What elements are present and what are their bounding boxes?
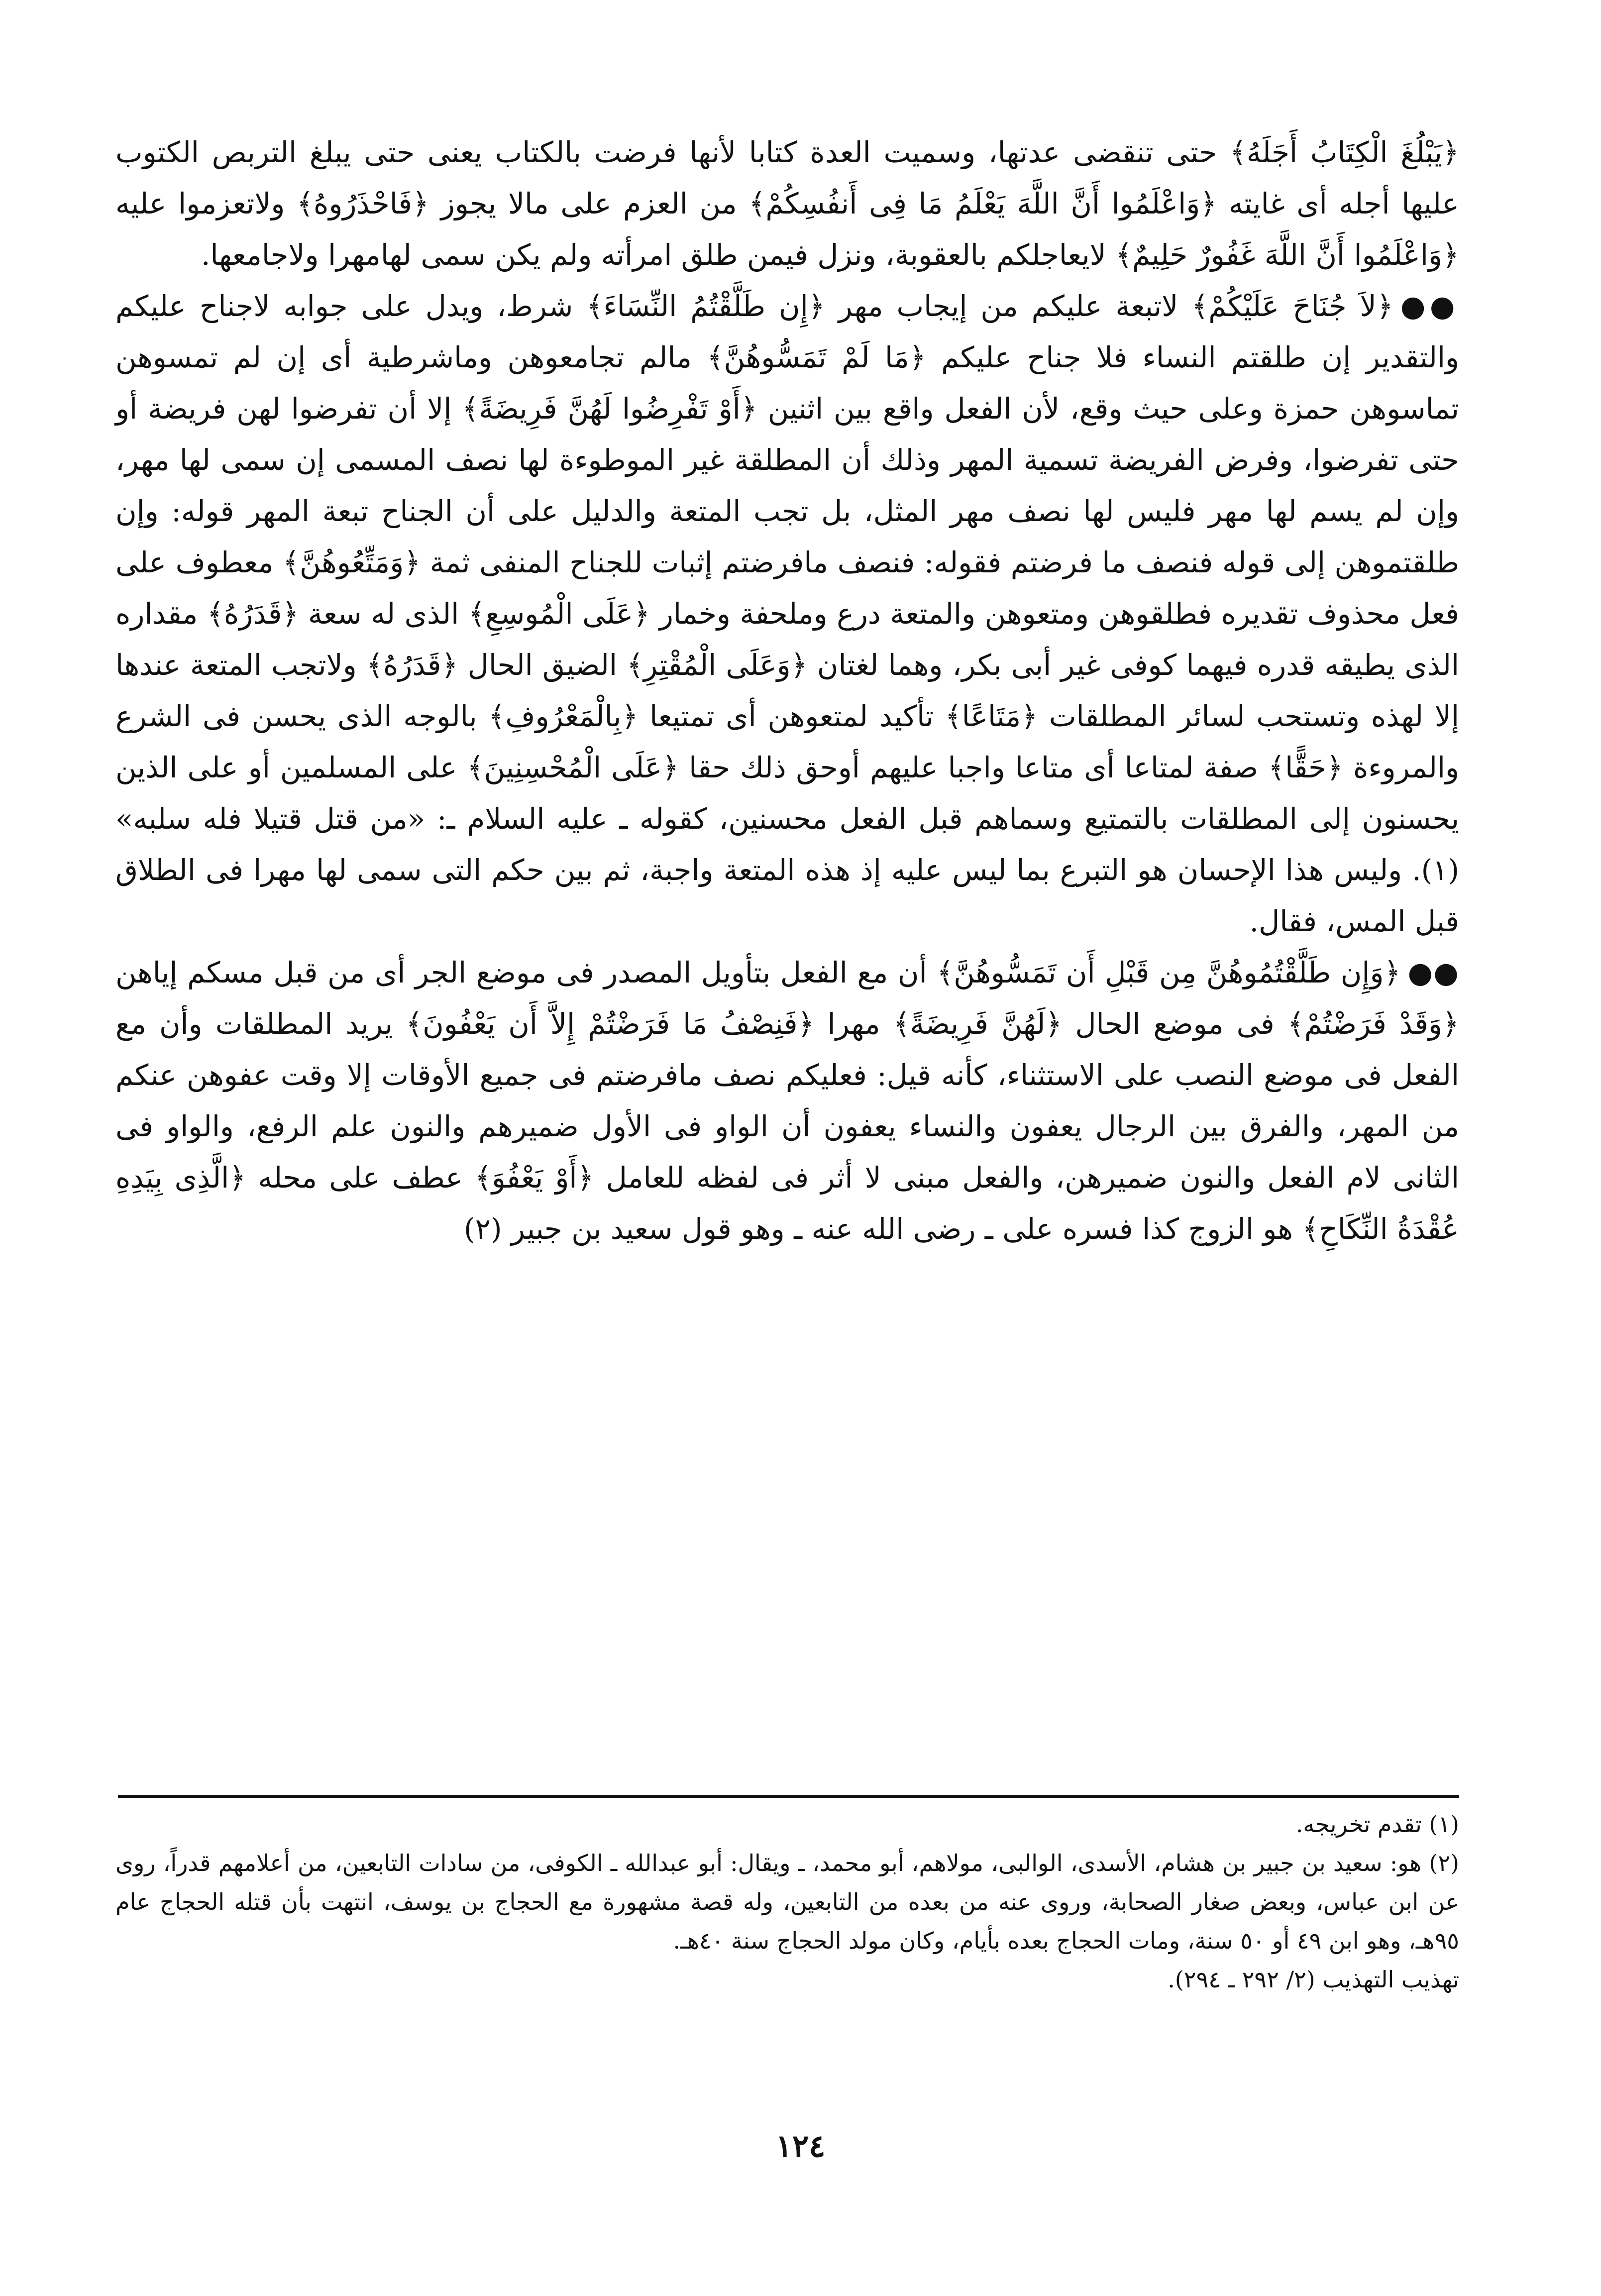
paragraph-text: ﴿وَإِن طَلَّقْتُمُوهُنَّ مِن قَبْلِ أَن تَمَسُّوهُنَّ﴾ أن مع الفعل بتأويل المصدر فى موضع الجر أى من قبل مسكم إياهن ﴿وَقَدْ فَرَضْتُمْ﴾ فى موضع الحال ﴿لَهُنَّ فَرِيضَةً﴾ مهرا ﴿فَنِصْفُ مَا فَرَضْتُمْ إِلاَّ أَن يَعْفُونَ﴾ يريد المطلقات وأن مع الفعل فى موضع النصب على الاستثناء، كأنه قيل: فعليكم نصف مافرضتم فى جميع الأوقات إلا وقت عفوهن عنكم من المهر، والفرق بين الرجال يعفون والنساء يعفون أن الواو فى الأول ضميرهم والنون علم الرفع، والواو فى الثانى لام الفعل والنون ضميرهن، والفعل مبنى لا أثر فى لفظه للعامل ﴿أَوْ يَعْفُوَ﴾ عطف على محله ﴿الَّذِى بِيَدِهِ عُقْدَةُ النِّكَاحِ﴾ هو الزوج كذا فسره على ـ رضى الله عنه ـ وهو قول سعيد بن جبير (٢) xyxy=(115,956,1459,1246)
footnote-2: (٢) هو: سعيد بن جبير بن هشام، الأسدى، الوالبى، مولاهم، أبو محمد، ـ ويقال: أبو عبدالله ـ الكوفى، من سادات التابعين، من أعلامهم قدراً، روى عن ابن عباس، وبعض صغار الصحابة، وروى عنه من بعده من التابعين، وله قصة مشهورة مع الحجاج بن يوسف، انتهت بأن قتله الحجاج عام ٩٥هـ، وهو ابن ٤٩ أو ٥٠ سنة، ومات الحجاج بعده بأيام، وكان مولد الحجاج سنة ٤٠هـ. xyxy=(115,1850,1459,1954)
paragraph-text: ﴿يَبْلُغَ الْكِتَابُ أَجَلَهُ﴾ حتى تنقضى عدتها، وسميت العدة كتابا لأنها فرضت بالكتاب يعنى حتى يبلغ التربص الكتوب عليها أجله أى غايته ﴿وَاعْلَمُوا أَنَّ اللَّهَ يَعْلَمُ مَا فِى أَنفُسِكُمْ﴾ من العزم على مالا يجوز ﴿فَاحْذَرُوهُ﴾ ولاتعزموا عليه ﴿وَاعْلَمُوا أَنَّ اللَّهَ غَفُورٌ حَلِيمٌ﴾ لايعاجلكم بالعقوبة، ونزل فيمن طلق امرأته ولم يكن سمى لهامهرا ولاجامعها. xyxy=(115,135,1459,272)
page-number: ١٢٤ xyxy=(775,2128,826,2164)
paragraph-marker: ●● xyxy=(1407,956,1460,989)
paragraph-3 xyxy=(115,947,1459,1255)
paragraph-marker: ●● xyxy=(1400,289,1459,323)
footnotes xyxy=(115,1805,1459,1999)
footnote-separator xyxy=(118,1795,1459,1798)
footnote-source: تهذيب التهذيب (٢/ ٢٩٢ ـ ٢٩٤). xyxy=(1168,1966,1459,1993)
paragraph-text: ﴿لاَ جُنَاحَ عَلَيْكُمْ﴾ لاتبعة عليكم من إيجاب مهر ﴿إِن طَلَّقْتُمُ النِّسَاءَ﴾ شرط، ويدل على جوابه لاجناح عليكم والتقدير إن طلقتم النساء فلا جناح عليكم ﴿مَا لَمْ تَمَسُّوهُنَّ﴾ مالم تجامعوهن وماشرطية أى إن لم تمسوهن تماسوهن حمزة وعلى حيث وقع، لأن الفعل واقع بين اثنين ﴿أَوْ تَفْرِضُوا لَهُنَّ فَرِيضَةً﴾ إلا أن تفرضوا لهن فريضة أو حتى تفرضوا، وفرض الفريضة تسمية المهر وذلك أن المطلقة غير الموطوءة لها نصف المسمى إن سمى لها مهر، وإن لم يسم لها مهر فليس لها نصف مهر المثل، بل تجب المتعة والدليل على أن الجناح تبعة المهر قوله: وإن طلقتموهن إلى قوله فنصف ما فرضتم فقوله: فنصف مافرضتم إثبات للجناح المنفى ثمة ﴿وَمَتِّعُوهُنَّ﴾ معطوف على فعل محذوف تقديره فطلقوهن ومتعوهن والمتعة درع وملحفة وخمار ﴿عَلَى الْمُوسِعِ﴾ الذى له سعة ﴿قَدَرُهُ﴾ مقداره الذى يطيقه قدره فيهما كوفى غير أبى بكر، وهما لغتان ﴿وَعَلَى الْمُقْتِرِ﴾ الضيق الحال ﴿قَدَرُهُ﴾ ولاتجب المتعة عندها إلا لهذه وتستحب لسائر المطلقات ﴿مَتَاعًا﴾ تأكيد لمتعوهن أى تمتيعا ﴿بِالْمَعْرُوفِ﴾ بالوجه الذى يحسن فى الشرع والمروءة ﴿حَقًّا﴾ صفة لمتاعا أى متاعا واجبا عليهم أوحق ذلك حقا ﴿عَلَى الْمُحْسِنِينَ﴾ على المسلمين أو على الذين يحسنون إلى المطلقات بالتمتيع وسماهم قبل الفعل محسنين، كقوله ـ عليه السلام ـ: «من قتل قتيلا فله سلبه» (١). وليس هذا الإحسان هو التبرع بما ليس عليه إذ هذه المتعة واجبة، ثم بين حكم التى سمى لها مهرا فى الطلاق قبل المس، فقال. xyxy=(115,289,1459,938)
paragraph-1 xyxy=(115,127,1459,281)
footnote-1: (١) تقدم تخريجه. xyxy=(1295,1811,1459,1838)
paragraph-2 xyxy=(115,281,1459,947)
main-text xyxy=(115,127,1459,1255)
